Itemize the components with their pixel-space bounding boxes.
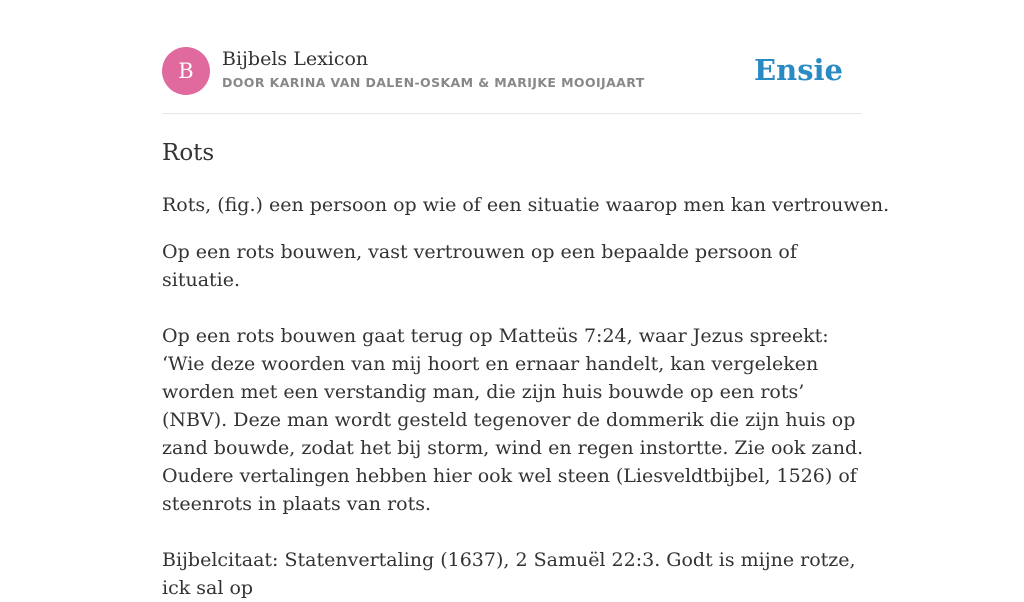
- book-title[interactable]: Bijbels Lexicon: [222, 48, 369, 70]
- entry-paragraph: Op een rots bouwen gaat terug op Matteüs 7:24, waar Jezus spreekt: ‘Wie deze woorden van mij hoort en ernaar handelt, kan vergeleken worden met een verstandig man, die zijn huis bouwde op een rots’ (NBV). Deze man wordt gesteld tegenover de dommerik die zijn huis op zand bouwde, zodat het bij storm, wind en regen instortte. Zie ook zand. Oudere vertalingen hebben hier ook wel steen (Liesveldtbijbel, 1526) of steenrots in plaats van rots.: [162, 325, 864, 515]
- book-avatar[interactable]: B: [162, 47, 210, 95]
- entry-title: Rots: [162, 140, 215, 166]
- header-divider: [162, 113, 862, 114]
- entry-citation: Bijbelcitaat: Statenvertaling (1637), 2 Samuël 22:3. Godt is mijne rotze, ick sal op: [162, 549, 856, 599]
- ensie-logo[interactable]: Ensie: [754, 53, 843, 87]
- book-header: [162, 47, 862, 95]
- entry-definition: Rots, (fig.) een persoon op wie of een situatie waarop men kan vertrouwen.: [162, 194, 890, 216]
- book-authors: DOOR KARINA VAN DALEN-OSKAM & MARIJKE MOOIJAART: [222, 75, 645, 90]
- entry-subentry: Op een rots bouwen, vast vertrouwen op een bepaalde persoon of situatie.: [162, 241, 797, 291]
- entry-article: [162, 135, 890, 602]
